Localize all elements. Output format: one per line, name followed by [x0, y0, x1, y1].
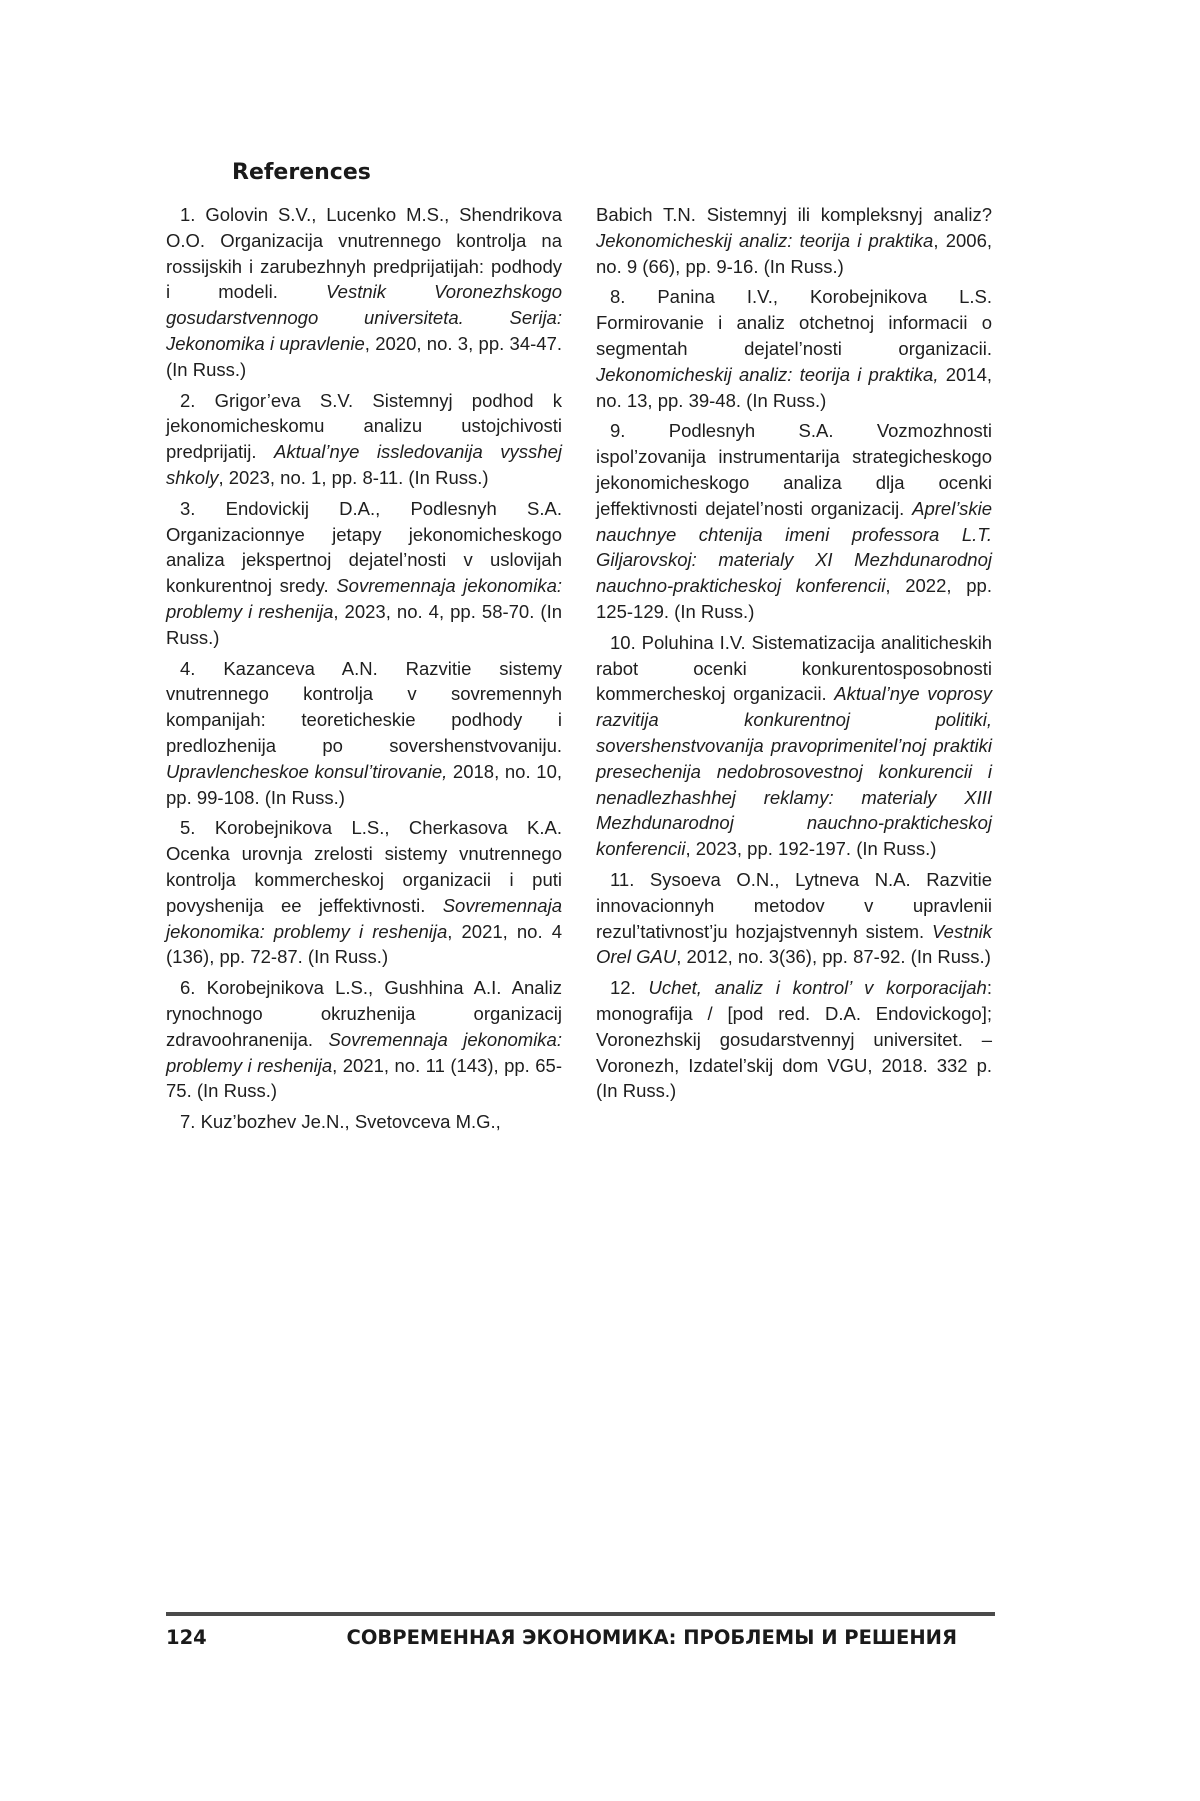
footer-rule — [166, 1612, 995, 1616]
reference-item-11: 11. Sysoeva O.N., Lytneva N.A. Razvitie innovacionnyh metodov v upravlenii rezul’tativnost’ju hozjajstvennyh sistem. Vestnik Orel GAU, 2012, no. 3(36), pp. 87-92. (In Russ.) — [596, 867, 992, 970]
reference-item-4: 4. Kazanceva A.N. Razvitie sistemy vnutrennego kontrolja v sovremennyh kompanijah: teoreticheskie podhody i predlozhenija po sovershenstvovaniju. Upravlencheskoe konsul’tirovanie, 2018, no. 10, pp. 99-108. (In Russ.) — [166, 656, 562, 811]
page-number: 124 — [166, 1626, 207, 1649]
reference-item-5: 5. Korobejnikova L.S., Cherkasova K.A. Ocenka urovnja zrelosti sistemy vnutrennego kontrolja kommercheskoj organizacii i puti povyshenija ee jeffektivnosti. Sovremennaja jekonomika: problemy i reshenija, 2021, no. 4 (136), pp. 72-87. (In Russ.) — [166, 815, 562, 970]
reference-item-8: 8. Panina I.V., Korobejnikova L.S. Formirovanie i analiz otchetnoj informacii o segmentah dejatel’nosti organizacii. Jekonomicheskij analiz: teorija i praktika, 2014, no. 13, pp. 39-48. (In Russ.) — [596, 284, 992, 413]
reference-item-1: 1. Golovin S.V., Lucenko M.S., Shendrikova O.O. Organizacija vnutrennego kontrolja na rossijskih i zarubezhnyh predprijatijah: podhody i modeli. Vestnik Voronezhskogo gosudarstvennogo universiteta. Serija: Jekonomika i upravlenie, 2020, no. 3, pp. 34-47. (In Russ.) — [166, 202, 562, 383]
journal-page — [0, 0, 1200, 1801]
journal-title: СОВРЕМЕННАЯ ЭКОНОМИКА: ПРОБЛЕМЫ И РЕШЕНИЯ — [347, 1626, 957, 1649]
reference-item-2: 2. Grigor’eva S.V. Sistemnyj podhod k jekonomicheskomu analizu ustojchivosti predprijatij. Aktual’nye issledovanija vysshej shkoly, 2023, no. 1, pp. 8-11. (In Russ.) — [166, 388, 562, 491]
references-heading: References — [232, 160, 371, 185]
references-column-left — [166, 202, 562, 1140]
reference-item-12: 12. Uchet, analiz i kontrol’ v korporacijah: monografija / [pod red. D.A. Endovickogo]; Voronezhskij gosudarstvennyj universitet. – Voronezh, Izdatel’skij dom VGU, 2018. 332 p. (In Russ.) — [596, 975, 992, 1104]
reference-item-9: 9. Podlesnyh S.A. Vozmozhnosti ispol’zovanija instrumentarija strategicheskogo jekonomicheskogo analiza dlja ocenki jeffektivnosti dejatel’nosti organizacij. Aprel’skie nauchnye chtenija imeni professora L.T. Giljarovskoj: materialy XI Mezhdunarodnoj nauchno-prakticheskoj konferencii, 2022, pp. 125-129. (In Russ.) — [596, 418, 992, 624]
reference-item-7-continued: Babich T.N. Sistemnyj ili kompleksnyj analiz? Jekonomicheskij analiz: teorija i praktika, 2006, no. 9 (66), pp. 9-16. (In Russ.) — [596, 202, 992, 279]
reference-item-10: 10. Poluhina I.V. Sistematizacija analiticheskih rabot ocenki konkurentosposobnosti kommercheskoj organizacii. Aktual’nye voprosy razvitija konkurentnoj politiki, sovershenstvovanija pravoprimenitel’noj praktiki presechenija nedobrosovestnoj konkurencii i nenadlezhashhej reklamy: materialy XIII Mezhdunarodnoj nauchno-prakticheskoj konferencii, 2023, pp. 192-197. (In Russ.) — [596, 630, 992, 862]
reference-item-7: 7. Kuz’bozhev Je.N., Svetovceva M.G., — [166, 1109, 562, 1135]
reference-item-3: 3. Endovickij D.A., Podlesnyh S.A. Organizacionnye jetapy jekonomicheskogo analiza jekspertnoj dejatel’nosti v uslovijah konkurentnoj sredy. Sovremennaja jekonomika: problemy i reshenija, 2023, no. 4, pp. 58-70. (In Russ.) — [166, 496, 562, 651]
reference-item-6: 6. Korobejnikova L.S., Gushhina A.I. Analiz rynochnogo okruzhenija organizacij zdravoohranenija. Sovremennaja jekonomika: problemy i reshenija, 2021, no. 11 (143), pp. 65-75. (In Russ.) — [166, 975, 562, 1104]
references-column-right — [596, 202, 992, 1109]
